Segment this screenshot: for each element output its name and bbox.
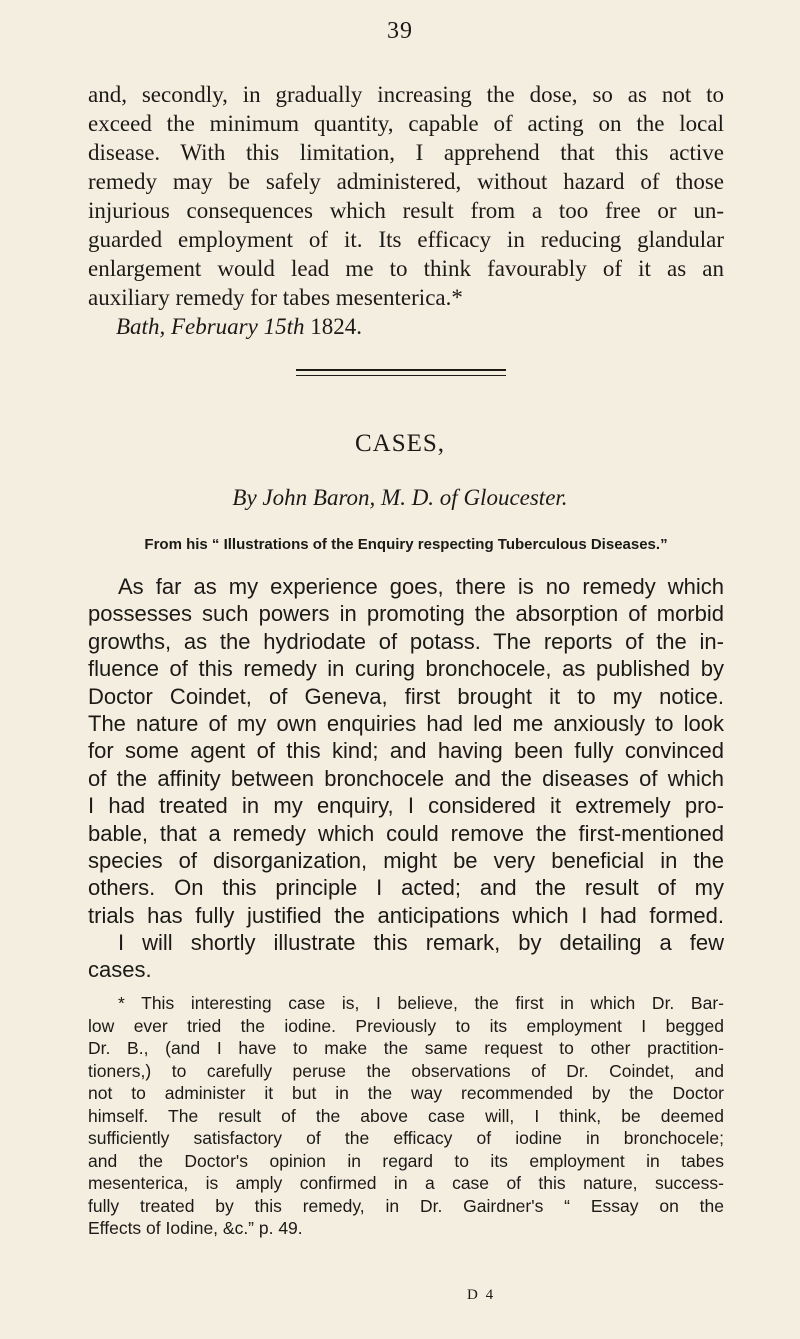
- date-place-month: Bath, February: [116, 314, 264, 339]
- text-line: The nature of my own enquiries had led me anxiously to look: [88, 710, 724, 736]
- byline: By John Baron, M. D. of Gloucester.: [232, 485, 568, 510]
- footnote-line: and the Doctor's opinion in regard to its employment in tabes: [88, 1150, 724, 1171]
- text-line: guarded employment of it. Its efficacy in reducing glandular: [88, 227, 724, 252]
- text-line: for some agent of this kind; and having been fully convinced: [88, 738, 724, 764]
- text-line: and, secondly, in gradually increasing the dose, so as not to: [88, 82, 724, 107]
- section-title: CASES,: [354, 430, 446, 457]
- footnote-line: tioners,) to carefully peruse the observations of Dr. Coindet, and: [88, 1060, 724, 1081]
- text-line: trials has fully justified the anticipations which I had formed.: [88, 902, 724, 928]
- footnote-line: himself. The result of the above case will, I think, be deemed: [88, 1105, 724, 1126]
- signature-mark: D 4: [467, 1287, 496, 1303]
- text-line: of the affinity between bronchocele and the diseases of which: [88, 765, 724, 791]
- footnote-line: low ever tried the iodine. Previously to its employment I begged: [88, 1015, 724, 1036]
- text-line: bable, that a remedy which could remove the first-mentioned: [88, 820, 724, 846]
- footnote-line: fully treated by this remedy, in Dr. Gairdner's “ Essay on the: [88, 1195, 724, 1216]
- footnote-line: Effects of Iodine, &c.” p. 49.: [88, 1218, 303, 1238]
- opening-paragraph: [88, 80, 724, 341]
- text-line: cases.: [88, 957, 152, 983]
- date-year: 1824.: [310, 314, 362, 339]
- text-line: As far as my experience goes, there is no remedy which: [118, 574, 724, 599]
- footnote-line: not to administer it but in the way recommended by the Doctor: [88, 1083, 724, 1103]
- text-line: possesses such powers in promoting the absorption of morbid: [88, 601, 724, 627]
- footnote: [88, 992, 724, 1240]
- text-line: exceed the minimum quantity, capable of acting on the local: [88, 111, 724, 136]
- text-line: I had treated in my enquiry, I considered it extremely pro-: [88, 793, 724, 819]
- date-line: [88, 312, 724, 341]
- footnote-line: sufficiently satisfactory of the efficacy of iodine in bronchocele;: [88, 1128, 724, 1148]
- text-line: disease. With this limitation, I apprehend that this active: [88, 140, 724, 165]
- footnote-line: mesenterica, is amply confirmed in a case of this nature, success-: [88, 1173, 724, 1193]
- text-line: enlargement would lead me to think favourably of it as an: [88, 256, 724, 281]
- footnote-line: * This interesting case is, I believe, the first in which Dr. Bar-: [118, 993, 724, 1013]
- text-line: species of disorganization, might be very beneficial in the: [88, 847, 724, 873]
- text-line: injurious consequences which result from a too free or un-: [88, 198, 724, 223]
- main-paragraph: [88, 573, 724, 984]
- text-line: remedy may be safely administered, without hazard of those: [88, 169, 724, 194]
- date-day: 15th: [263, 314, 311, 339]
- text-line: auxiliary remedy for tabes mesenterica.*: [88, 285, 463, 310]
- text-line: growths, as the hydriodate of potass. The reports of the in-: [88, 628, 724, 654]
- text-line: I will shortly illustrate this remark, by detailing a few: [118, 930, 724, 956]
- section-divider: [296, 369, 506, 376]
- page-number: 39: [387, 18, 413, 44]
- text-line: others. On this principle I acted; and the result of my: [88, 875, 724, 901]
- source-note: From his “ Illustrations of the Enquiry respecting Tuberculous Diseases.”: [144, 536, 668, 553]
- text-line: fluence of this remedy in curing bronchocele, as published by: [88, 656, 724, 682]
- footnote-line: Dr. B., (and I have to make the same request to other practition-: [88, 1038, 724, 1058]
- text-line: Doctor Coindet, of Geneva, first brought it to my notice.: [88, 683, 724, 709]
